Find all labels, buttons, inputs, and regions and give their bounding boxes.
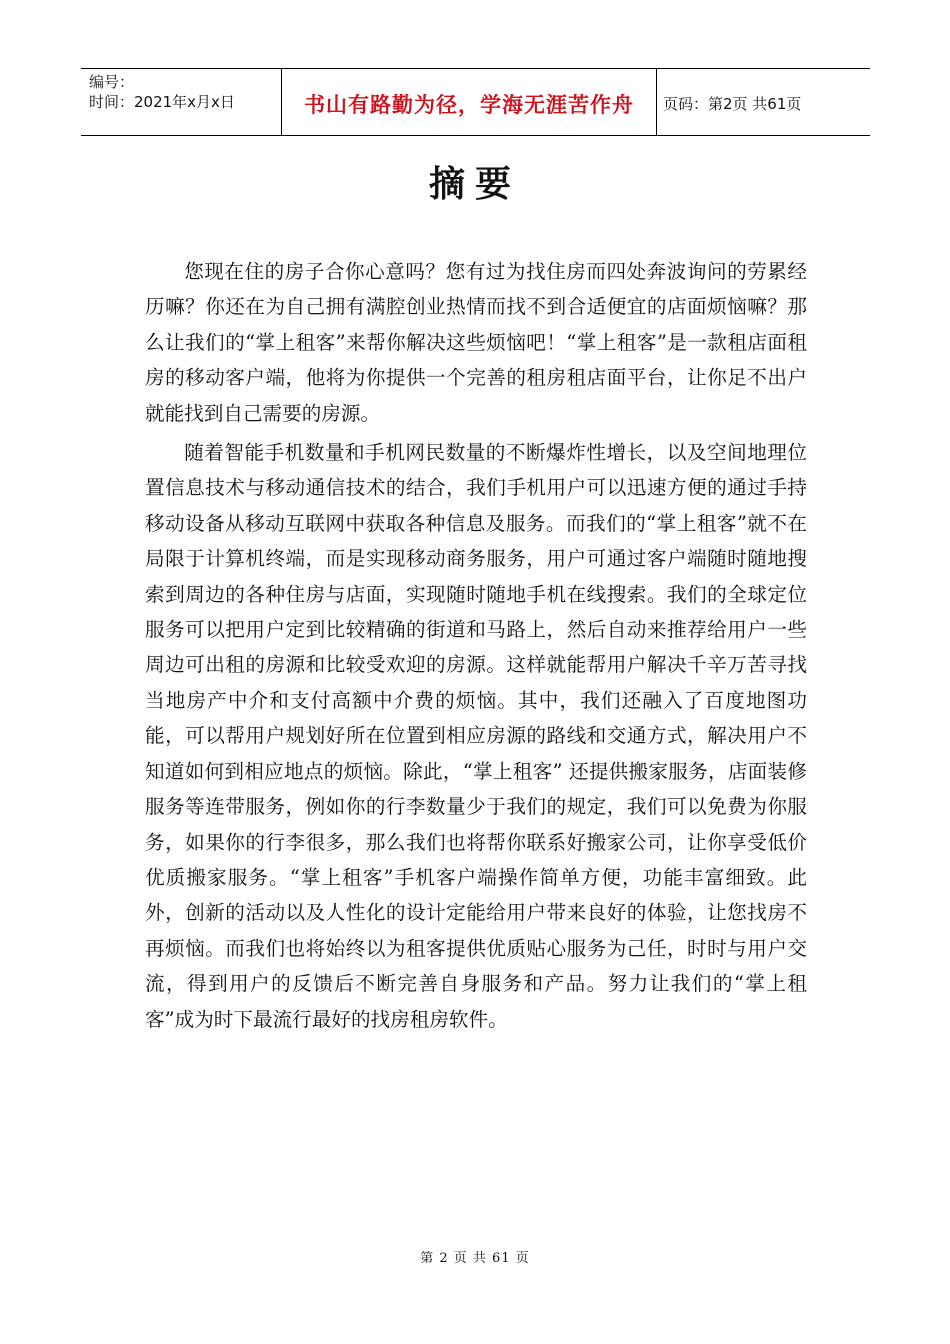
paragraph: 您现在住的房子合你心意吗？您有过为找住房而四处奔波询问的劳累经历嘛？你还在为自己拥有满腔创业热情而找不到合适便宜的店面烦恼嘛？那么让我们的“掌上租客”来帮你解决这些烦恼吧！“掌上租客”是一款租店面租房的移动客户端，他将为你提供一个完善的租房租店面平台，让你足不出户就能找到自己需要的房源。: [145, 260, 807, 425]
header-page-info: 页码：第2页 共61页: [663, 94, 802, 113]
header-slogan: 书山有路勤为径，学海无涯苦作舟: [282, 69, 657, 135]
page-footer: 第 2 页 共 61 页: [420, 1251, 530, 1266]
paragraph: 随着智能手机数量和手机网民数量的不断爆炸性增长，以及空间地理位置信息技术与移动通信技术的结合，我们手机用户可以迅速方便的通过手持移动设备从移动互联网中获取各种信息及服务。而我们的“掌上租客”就不在局限于计算机终端，而是实现移动商务服务，用户可通过客户端随时随地搜索到周边的各种住房与店面，实现随时随地手机在线搜索。我们的全球定位服务可以把用户定到比较精确的街道和马路上，然后自动来推荐给用户一些周边可出租的房源和比较受欢迎的房源。这样就能帮用户解决千辛万苦寻找当地房产中介和支付高额中介费的烦恼。其中，我们还融入了百度地图功能，可以帮用户规划好所在位置到相应房源的路线和交通方式，解决用户不知道如何到相应地点的烦恼。除此，“掌上租客” 还提供搬家服务，店面装修服务等连带服务，例如你的行李数量少于我们的规定，我们可以免费为你服务，如果你的行李很多，那么我们也将帮你联系好搬家公司，让你享受低价优质搬家服务。“掌上租客”手机客户端操作简单方便，功能丰富细致。此外，创新的活动以及人性化的设计定能给用户带来良好的体验，让您找房不再烦恼。而我们也将始终以为租客提供优质贴心服务为己任，时时与用户交流，得到用户的反馈后不断完善自身服务和产品。努力让我们的“掌上租客”成为时下最流行最好的找房租房软件。: [145, 441, 807, 1031]
header-table: [81, 68, 870, 136]
document-number: 编号：: [89, 73, 135, 91]
header-meta-cell: [81, 69, 282, 135]
page-title: 摘要: [428, 164, 521, 205]
document-date: 时间：2021年x月x日: [89, 93, 235, 111]
abstract-body: [145, 254, 807, 1041]
